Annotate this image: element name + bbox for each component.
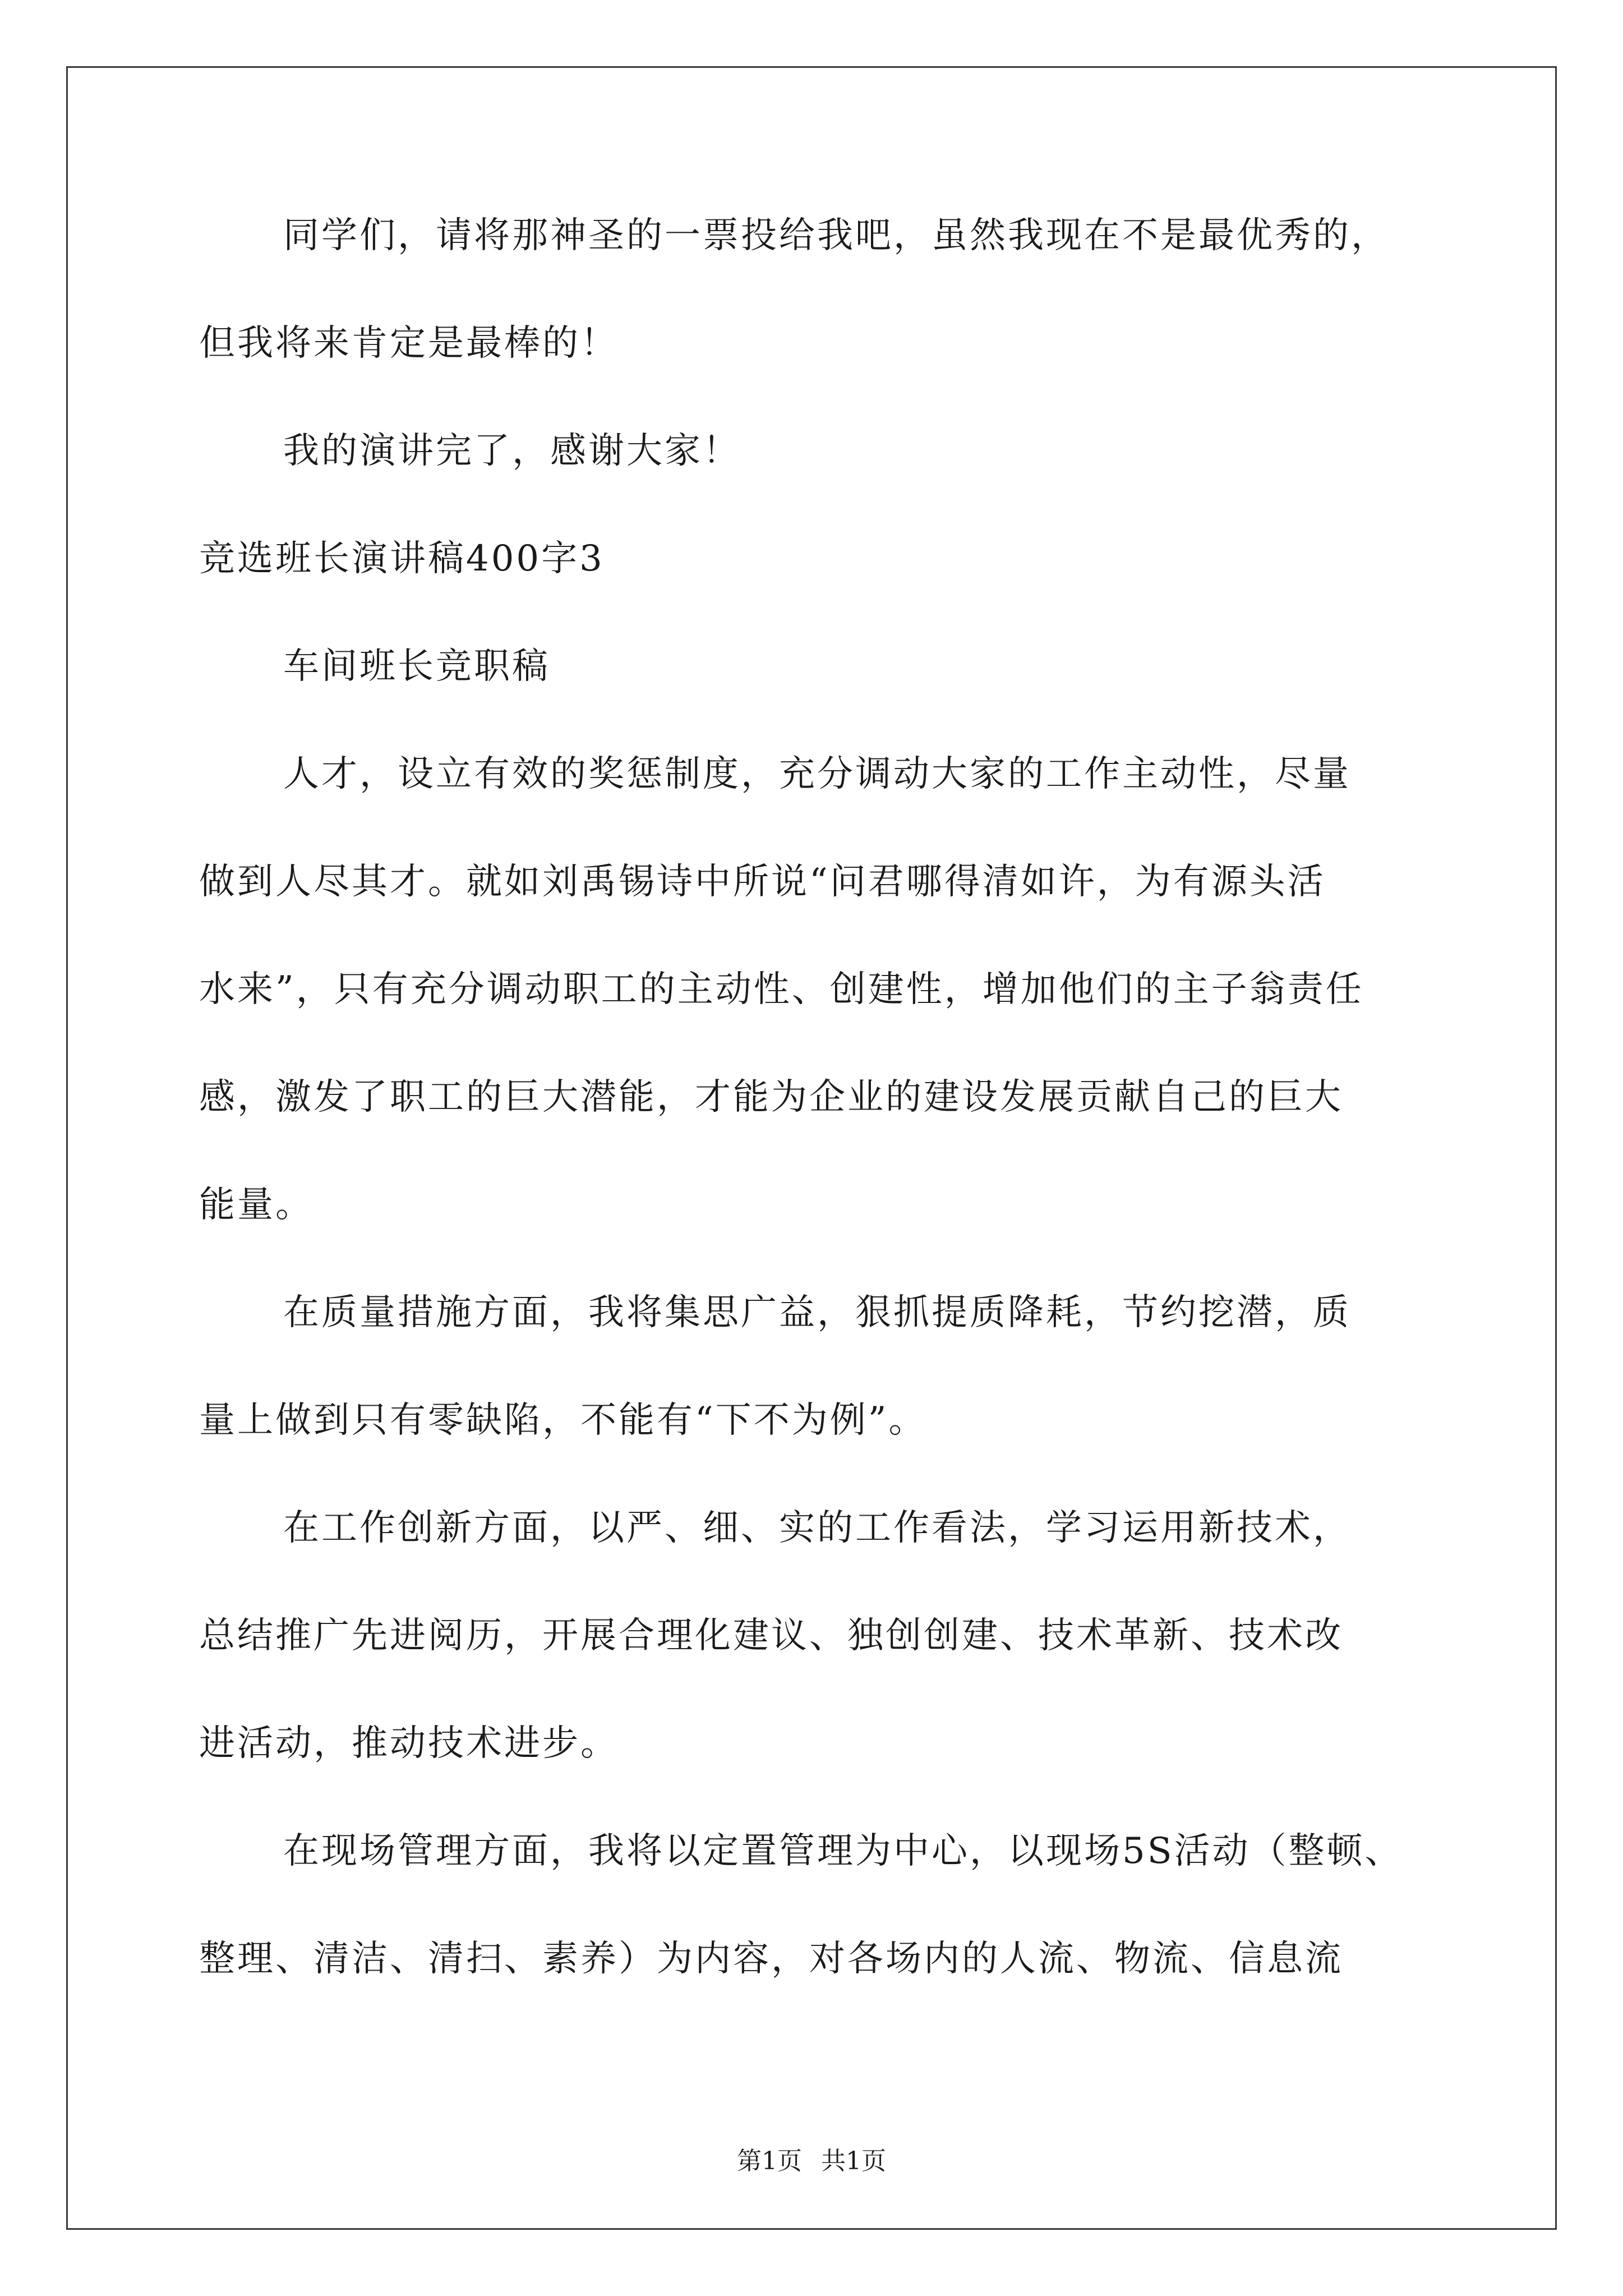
text-line: 我的演讲完了，感谢大家！ — [283, 430, 741, 472]
text-line: 进活动，推动技术进步。 — [199, 1723, 619, 1764]
text-line: 感，激发了职工的巨大潜能，才能为企业的建设发展贡献自己的巨大 — [199, 1076, 1343, 1118]
text-line: 人才，设立有效的奖惩制度，充分调动大家的工作主动性，尽量 — [283, 753, 1351, 795]
text-line: 但我将来肯定是最棒的！ — [199, 323, 619, 364]
page-number-current: 第1页 — [737, 2147, 802, 2175]
page-number-total: 共1页 — [821, 2147, 886, 2175]
text-line: 在现场管理方面，我将以定置管理为中心，以现场5S活动（整顿、 — [283, 1830, 1403, 1872]
text-line: 整理、清洁、清扫、素养）为内容，对各场内的人流、物流、信息流 — [199, 1938, 1343, 1980]
text-line: 在质量措施方面，我将集思广益，狠抓提质降耗，节约挖潜，质 — [283, 1292, 1351, 1333]
page-footer — [0, 2146, 1623, 2177]
text-line: 做到人尽其才。就如刘禹锡诗中所说“问君哪得清如许，为有源头活 — [199, 861, 1326, 903]
text-line: 在工作创新方面，以严、细、实的工作看法，学习运用新技术， — [283, 1507, 1351, 1549]
text-line: 总结推广先进阅历，开展合理化建议、独创创建、技术革新、技术改 — [199, 1615, 1343, 1657]
subsection-title: 车间班长竞职稿 — [283, 646, 550, 687]
document-body — [199, 209, 1433, 2040]
text-line: 同学们，请将那神圣的一票投给我吧，虽然我现在不是最优秀的， — [283, 215, 1389, 256]
text-line: 能量。 — [199, 1184, 313, 1226]
text-line: 水来”，只有充分调动职工的主动性、创建性，增加他们的主子翁责任 — [199, 969, 1364, 1010]
text-line: 量上做到只有零缺陷，不能有“下不为例”。 — [199, 1400, 927, 1441]
section-title: 竞选班长演讲稿400字3 — [199, 538, 605, 579]
